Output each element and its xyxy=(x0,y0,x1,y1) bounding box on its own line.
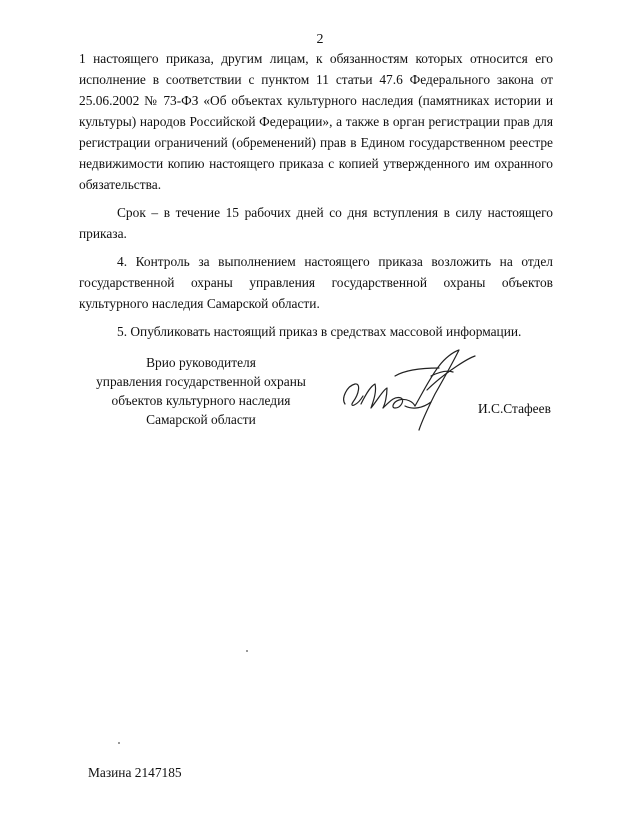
scan-speck xyxy=(246,650,248,652)
signatory-position xyxy=(72,353,330,429)
executor-note: Мазина 2147185 xyxy=(88,765,182,780)
signatory-position-line: Врио руководителя xyxy=(146,355,256,370)
paragraph-item-4: 4. Контроль за выполнением настоящего приказа возложить на отдел государственной охраны управления государственной охраны объектов культурного наследия Самарской области. xyxy=(79,254,553,311)
scan-speck xyxy=(118,742,120,744)
signature-stroke xyxy=(405,402,431,408)
paragraph-deadline: Срок – в течение 15 рабочих дней со дня вступления в силу настоящего приказа. xyxy=(79,205,553,241)
signatory-position-line: Самарской области xyxy=(146,412,256,427)
paragraph-continuation: 1 настоящего приказа, другим лицам, к обязанностям которых относится его исполнение в соответствии с пунктом 11 статьи 47.6 Федерального закона от 25.06.2002 № 73-ФЗ «Об объектах культурного наследия (памятниках истории и культуры) народов Российской Федерации», а также в орган регистрации прав для регистрации ограничений (обременений) прав в Едином государственном реестре недвижимости копию настоящего приказа с копией утвержденного им охранного обязательства. xyxy=(79,51,553,192)
signature-stroke xyxy=(415,350,459,430)
signature-stroke xyxy=(361,384,387,408)
signatory-position-line: объектов культурного наследия xyxy=(111,393,291,408)
document-body xyxy=(79,48,553,349)
handwritten-signature xyxy=(335,346,480,438)
signature-stroke xyxy=(383,397,415,408)
page-number: 2 xyxy=(316,32,324,47)
signer-name: И.С.Стафеев xyxy=(478,401,551,416)
signature-stroke xyxy=(344,384,363,405)
signatory-position-line: управления государственной охраны xyxy=(96,374,306,389)
paragraph-item-5: 5. Опубликовать настоящий приказ в средствах массовой информации. xyxy=(117,324,522,339)
